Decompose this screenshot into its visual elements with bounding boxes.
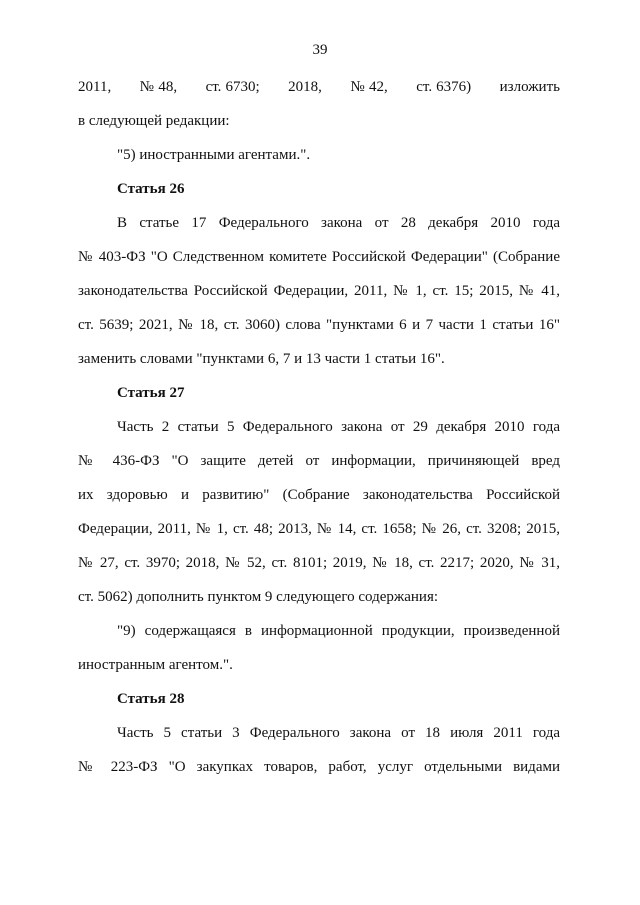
document-body (78, 70, 560, 784)
body-line: № 27, ст. 3970; 2018, № 52, ст. 8101; 2019, № 18, ст. 2217; 2020, № 31, (78, 555, 560, 571)
body-line: Федерации, 2011, № 1, ст. 48; 2013, № 14, ст. 1658; № 26, ст. 3208; 2015, (78, 521, 560, 537)
body-line: № 436-ФЗ "О защите детей от информации, причиняющей вред (78, 453, 560, 469)
body-line: 2011, № 48, ст. 6730; 2018, № 42, ст. 6376) изложить (78, 79, 560, 95)
article-heading: Статья 27 (117, 385, 185, 401)
article-heading: Статья 26 (117, 181, 185, 197)
body-line: Часть 2 статьи 5 Федерального закона от 29 декабря 2010 года (117, 419, 560, 435)
body-line: В статье 17 Федерального закона от 28 декабря 2010 года (117, 215, 560, 231)
body-line: ст. 5639; 2021, № 18, ст. 3060) слова "пунктами 6 и 7 части 1 статьи 16" (78, 317, 560, 333)
body-line: в следующей редакции: (78, 113, 230, 129)
body-line: № 223-ФЗ "О закупках товаров, работ, услуг отдельными видами (78, 759, 560, 775)
page-number: 39 (312, 42, 328, 58)
quoted-line: "5) иностранными агентами.". (117, 147, 311, 163)
quoted-line: "9) содержащаяся в информационной продукции, произведенной (117, 623, 560, 639)
body-line: заменить словами "пунктами 6, 7 и 13 части 1 статьи 16". (78, 351, 445, 367)
body-line: ст. 5062) дополнить пунктом 9 следующего содержания: (78, 589, 439, 605)
body-line: законодательства Российской Федерации, 2011, № 1, ст. 15; 2015, № 41, (78, 283, 560, 299)
body-line: Часть 5 статьи 3 Федерального закона от 18 июля 2011 года (117, 725, 560, 741)
body-line: их здоровью и развитию" (Собрание законодательства Российской (78, 487, 560, 503)
quoted-line: иностранным агентом.". (78, 657, 233, 673)
article-heading: Статья 28 (117, 691, 185, 707)
body-line: № 403-ФЗ "О Следственном комитете Российской Федерации" (Собрание (78, 249, 560, 265)
